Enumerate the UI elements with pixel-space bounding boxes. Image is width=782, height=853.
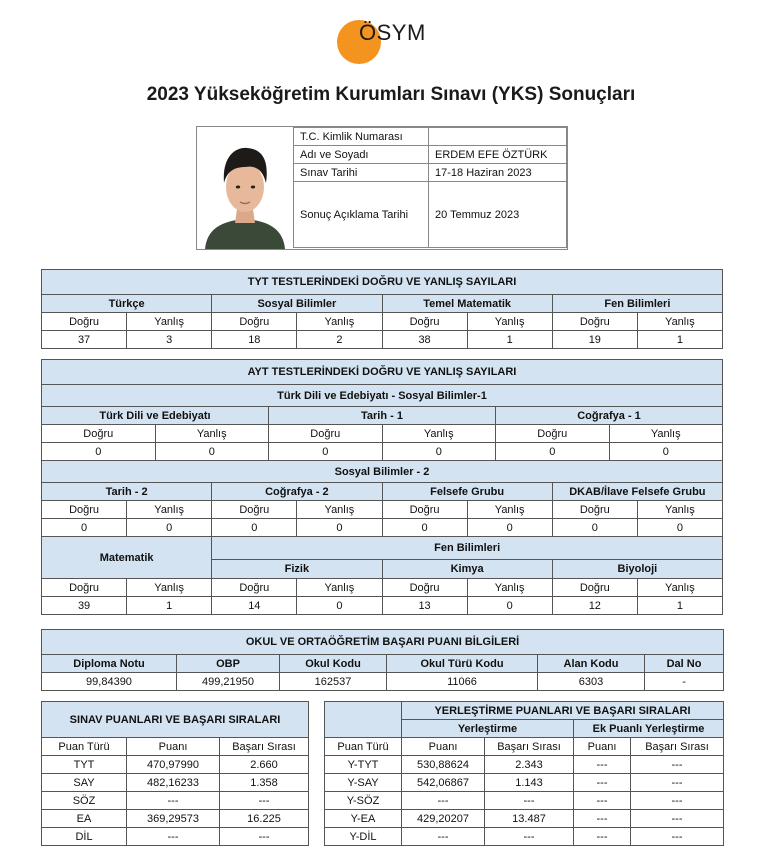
yanlis-label: Yanlış — [467, 313, 552, 331]
yanlis-value: 1 — [637, 597, 722, 615]
yanlis-label: Yanlış — [467, 501, 552, 519]
ek-puanli-group: Ek Puanlı Yerleştirme — [574, 720, 724, 738]
puan-turu: EA — [42, 810, 127, 828]
identity-label: Adı ve Soyadı — [294, 146, 429, 164]
dogru-label: Doğru — [212, 579, 297, 597]
puan-value: 482,16233 — [127, 774, 220, 792]
yerlestirme-header: Başarı Sırası — [631, 738, 724, 756]
identity-label: Sınav Tarihi — [294, 164, 429, 182]
dogru-value: 0 — [269, 443, 383, 461]
sb2-section-title: Sosyal Bilimler - 2 — [42, 461, 723, 483]
yanlis-value: 3 — [127, 331, 212, 349]
sinav-header: Puan Türü — [42, 738, 127, 756]
puan-value: 542,06867 — [402, 774, 485, 792]
dogru-label: Doğru — [42, 579, 127, 597]
puan-value: --- — [127, 792, 220, 810]
dogru-value: 13 — [382, 597, 467, 615]
subject-header: Coğrafya - 1 — [496, 407, 723, 425]
dogru-value: 19 — [552, 331, 637, 349]
puan-value: --- — [402, 828, 485, 846]
okul-value: 499,21950 — [177, 673, 280, 691]
sira-value: 2.660 — [220, 756, 309, 774]
page-title: 2023 Yükseköğretim Kurumları Sınavı (YKS) Sonuçları — [146, 84, 636, 105]
yanlis-label: Yanlış — [155, 425, 269, 443]
yanlis-value: 0 — [297, 597, 382, 615]
yanlis-value: 0 — [297, 519, 382, 537]
yanlis-label: Yanlış — [297, 313, 382, 331]
okul-value: - — [645, 673, 724, 691]
ek-puan-value: --- — [574, 810, 631, 828]
sira-value: --- — [485, 828, 574, 846]
sira-value: --- — [220, 828, 309, 846]
tde-section-title: Türk Dili ve Edebiyatı - Sosyal Bilimler-1 — [42, 385, 723, 407]
dogru-value: 39 — [42, 597, 127, 615]
subject-header: Kimya — [382, 560, 552, 579]
yanlis-label: Yanlış — [637, 579, 722, 597]
tyt-title: TYT TESTLERİNDEKİ DOĞRU VE YANLIŞ SAYILARI — [42, 270, 723, 295]
okul-value: 99,84390 — [42, 673, 177, 691]
ek-sira-value: --- — [631, 828, 724, 846]
okul-value: 162537 — [280, 673, 387, 691]
puan-value: --- — [402, 792, 485, 810]
puan-value: 470,97990 — [127, 756, 220, 774]
subject-header: Fizik — [212, 560, 382, 579]
subject-header: Felsefe Grubu — [382, 483, 552, 501]
dogru-value: 0 — [552, 519, 637, 537]
okul-value: 11066 — [387, 673, 538, 691]
yerlestirme-header: Puanı — [574, 738, 631, 756]
logo-text: ÖSYM — [359, 20, 426, 45]
ek-sira-value: --- — [631, 774, 724, 792]
okul-title: OKUL VE ORTAÖĞRETİM BAŞARI PUANI BİLGİLERİ — [42, 630, 724, 655]
puan-value: 530,88624 — [402, 756, 485, 774]
identity-label: Sonuç Açıklama Tarihi — [294, 182, 429, 248]
yanlis-label: Yanlış — [637, 313, 722, 331]
candidate-photo — [197, 127, 293, 249]
yerlestirme-title: YERLEŞTİRME PUANLARI VE BAŞARI SIRALARI — [402, 702, 724, 720]
identity-value: 17-18 Haziran 2023 — [429, 164, 567, 182]
dogru-value: 0 — [382, 519, 467, 537]
table-row — [42, 774, 309, 792]
dogru-label: Doğru — [382, 501, 467, 519]
yanlis-value: 0 — [155, 443, 269, 461]
identity-table — [293, 127, 567, 248]
yanlis-label: Yanlış — [127, 501, 212, 519]
table-row — [325, 828, 724, 846]
yanlis-label: Yanlış — [467, 579, 552, 597]
sinav-header: Puanı — [127, 738, 220, 756]
yanlis-value: 0 — [467, 597, 552, 615]
identity-value: ERDEM EFE ÖZTÜRK — [429, 146, 567, 164]
sinav-header: Başarı Sırası — [220, 738, 309, 756]
ek-puan-value: --- — [574, 828, 631, 846]
yerlestirme-header: Başarı Sırası — [485, 738, 574, 756]
dogru-value: 0 — [212, 519, 297, 537]
table-row — [325, 774, 724, 792]
identity-row — [294, 182, 567, 248]
subject-header: Biyoloji — [552, 560, 722, 579]
sira-value: --- — [485, 792, 574, 810]
puan-value: 429,20207 — [402, 810, 485, 828]
sira-value: 1.358 — [220, 774, 309, 792]
dogru-value: 12 — [552, 597, 637, 615]
table-row — [42, 828, 309, 846]
subject-header: Tarih - 2 — [42, 483, 212, 501]
dogru-value: 18 — [212, 331, 297, 349]
ek-sira-value: --- — [631, 810, 724, 828]
identity-label: T.C. Kimlik Numarası — [294, 128, 429, 146]
okul-header: Okul Kodu — [280, 655, 387, 673]
yanlis-value: 0 — [382, 443, 496, 461]
yerlestirme-group: Yerleştirme — [402, 720, 574, 738]
yerlestirme-header: Puanı — [402, 738, 485, 756]
subject-header: Fen Bilimleri — [552, 295, 722, 313]
table-row — [42, 756, 309, 774]
portrait-icon — [197, 127, 293, 249]
dogru-value: 0 — [496, 443, 610, 461]
subject-header: Sosyal Bilimler — [212, 295, 382, 313]
ek-puan-value: --- — [574, 792, 631, 810]
subject-header: Temel Matematik — [382, 295, 552, 313]
sira-value: 1.143 — [485, 774, 574, 792]
puan-turu: Y-EA — [325, 810, 402, 828]
puan-turu: Y-SAY — [325, 774, 402, 792]
subject-header: Türk Dili ve Edebiyatı — [42, 407, 269, 425]
yanlis-value: 1 — [467, 331, 552, 349]
subject-header: Coğrafya - 2 — [212, 483, 382, 501]
dogru-label: Doğru — [552, 501, 637, 519]
puan-turu: Y-SÖZ — [325, 792, 402, 810]
matematik-header: Matematik — [42, 537, 212, 579]
sira-value: 2.343 — [485, 756, 574, 774]
dogru-value: 38 — [382, 331, 467, 349]
yanlis-label: Yanlış — [637, 501, 722, 519]
ayt-title: AYT TESTLERİNDEKİ DOĞRU VE YANLIŞ SAYILARI — [42, 360, 723, 385]
identity-block — [196, 126, 568, 250]
dogru-value: 0 — [42, 443, 156, 461]
puan-turu: TYT — [42, 756, 127, 774]
yanlis-value: 0 — [609, 443, 723, 461]
sinav-table — [41, 701, 309, 846]
okul-table — [41, 629, 724, 691]
yerlestirme-header: Puan Türü — [325, 738, 402, 756]
okul-header: OBP — [177, 655, 280, 673]
dogru-value: 0 — [42, 519, 127, 537]
yanlis-value: 0 — [127, 519, 212, 537]
ek-puan-value: --- — [574, 756, 631, 774]
puan-value: --- — [127, 828, 220, 846]
dogru-label: Doğru — [269, 425, 383, 443]
dogru-label: Doğru — [42, 425, 156, 443]
identity-value: 20 Temmuz 2023 — [429, 182, 567, 248]
subject-header: Türkçe — [42, 295, 212, 313]
okul-header: Diploma Notu — [42, 655, 177, 673]
yerlestirme-table — [324, 701, 724, 846]
yanlis-label: Yanlış — [127, 579, 212, 597]
puan-turu: Y-TYT — [325, 756, 402, 774]
puan-turu: SÖZ — [42, 792, 127, 810]
puan-value: 369,29573 — [127, 810, 220, 828]
okul-header: Dal No — [645, 655, 724, 673]
sira-value: 16.225 — [220, 810, 309, 828]
subject-header: Tarih - 1 — [269, 407, 496, 425]
yanlis-value: 0 — [637, 519, 722, 537]
identity-value — [429, 128, 567, 146]
ek-puan-value: --- — [574, 774, 631, 792]
fen-section-title: Fen Bilimleri — [212, 537, 723, 560]
tyt-table — [41, 269, 723, 349]
puan-turu: SAY — [42, 774, 127, 792]
table-row — [42, 792, 309, 810]
osym-logo — [337, 18, 437, 64]
puan-turu: DİL — [42, 828, 127, 846]
yanlis-value: 1 — [127, 597, 212, 615]
dogru-value: 37 — [42, 331, 127, 349]
yanlis-label: Yanlış — [297, 579, 382, 597]
table-row — [42, 810, 309, 828]
dogru-label: Doğru — [212, 313, 297, 331]
identity-row — [294, 164, 567, 182]
sinav-title: SINAV PUANLARI VE BAŞARI SIRALARI — [42, 702, 309, 738]
ayt-table — [41, 359, 723, 615]
sira-value: --- — [220, 792, 309, 810]
dogru-label: Doğru — [552, 579, 637, 597]
table-row — [325, 756, 724, 774]
dogru-label: Doğru — [42, 313, 127, 331]
dogru-value: 14 — [212, 597, 297, 615]
yanlis-value: 0 — [467, 519, 552, 537]
dogru-label: Doğru — [212, 501, 297, 519]
sira-value: 13.487 — [485, 810, 574, 828]
yanlis-value: 2 — [297, 331, 382, 349]
subject-header: DKAB/İlave Felsefe Grubu — [552, 483, 722, 501]
yanlis-label: Yanlış — [127, 313, 212, 331]
ek-sira-value: --- — [631, 756, 724, 774]
yanlis-label: Yanlış — [297, 501, 382, 519]
dogru-label: Doğru — [42, 501, 127, 519]
okul-header: Okul Türü Kodu — [387, 655, 538, 673]
ek-sira-value: --- — [631, 792, 724, 810]
okul-value: 6303 — [538, 673, 645, 691]
yerlestirme-corner — [325, 702, 402, 738]
dogru-label: Doğru — [496, 425, 610, 443]
dogru-label: Doğru — [552, 313, 637, 331]
okul-header: Alan Kodu — [538, 655, 645, 673]
yanlis-value: 1 — [637, 331, 722, 349]
yanlis-label: Yanlış — [609, 425, 723, 443]
dogru-label: Doğru — [382, 579, 467, 597]
identity-row — [294, 146, 567, 164]
table-row — [325, 792, 724, 810]
puan-turu: Y-DİL — [325, 828, 402, 846]
identity-row — [294, 128, 567, 146]
dogru-label: Doğru — [382, 313, 467, 331]
yanlis-label: Yanlış — [382, 425, 496, 443]
table-row — [325, 810, 724, 828]
